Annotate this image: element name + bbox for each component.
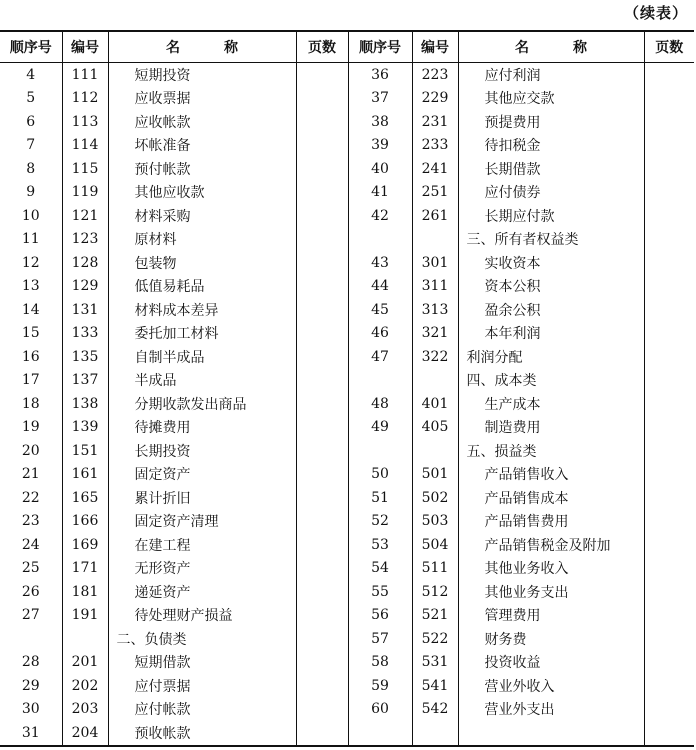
right-seq-cell (348, 228, 412, 252)
left-seq-cell: 26 (0, 580, 62, 604)
right-code-cell: 522 (412, 627, 458, 651)
left-pages-cell (296, 604, 348, 628)
right-seq-cell: 38 (348, 110, 412, 134)
header-code-left: 编号 (62, 31, 108, 63)
left-seq-cell: 23 (0, 510, 62, 534)
right-seq-cell: 42 (348, 204, 412, 228)
right-name-cell: 实收资本 (458, 251, 644, 275)
left-name-cell: 待摊费用 (108, 416, 296, 440)
right-pages-cell (644, 134, 694, 158)
left-name-cell: 待处理财产损益 (108, 604, 296, 628)
table-row (0, 110, 694, 134)
right-seq-cell: 51 (348, 486, 412, 510)
left-pages-cell (296, 439, 348, 463)
right-pages-cell (644, 110, 694, 134)
right-seq-cell: 60 (348, 698, 412, 722)
left-name-cell: 应收帐款 (108, 110, 296, 134)
right-seq-cell: 54 (348, 557, 412, 581)
left-name-cell: 委托加工材料 (108, 322, 296, 346)
right-name-cell: 资本公积 (458, 275, 644, 299)
left-seq-cell: 12 (0, 251, 62, 275)
right-name-cell: 应付债券 (458, 181, 644, 205)
right-seq-cell: 52 (348, 510, 412, 534)
left-code-cell: 138 (62, 392, 108, 416)
right-pages-cell (644, 627, 694, 651)
right-seq-cell: 41 (348, 181, 412, 205)
right-code-cell (412, 369, 458, 393)
table-row (0, 439, 694, 463)
left-seq-cell: 19 (0, 416, 62, 440)
left-pages-cell (296, 463, 348, 487)
left-name-cell: 短期借款 (108, 651, 296, 675)
right-seq-cell (348, 369, 412, 393)
header-code-right: 编号 (412, 31, 458, 63)
right-pages-cell (644, 298, 694, 322)
left-pages-cell (296, 345, 348, 369)
right-pages-cell (644, 369, 694, 393)
left-pages-cell (296, 510, 348, 534)
left-pages-cell (296, 204, 348, 228)
left-pages-cell (296, 721, 348, 746)
right-code-cell: 542 (412, 698, 458, 722)
left-pages-cell (296, 698, 348, 722)
right-pages-cell (644, 439, 694, 463)
left-name-cell: 其他应收款 (108, 181, 296, 205)
table-row (0, 322, 694, 346)
right-name-cell: 营业外收入 (458, 674, 644, 698)
left-code-cell: 166 (62, 510, 108, 534)
left-pages-cell (296, 369, 348, 393)
left-code-cell: 139 (62, 416, 108, 440)
left-code-cell: 202 (62, 674, 108, 698)
left-seq-cell (0, 627, 62, 651)
right-pages-cell (644, 322, 694, 346)
right-pages-cell (644, 416, 694, 440)
right-seq-cell: 50 (348, 463, 412, 487)
header-pages-left: 页数 (296, 31, 348, 63)
right-seq-cell: 58 (348, 651, 412, 675)
left-pages-cell (296, 392, 348, 416)
left-name-cell: 累计折旧 (108, 486, 296, 510)
left-pages-cell (296, 110, 348, 134)
left-code-cell: 111 (62, 63, 108, 87)
table-row (0, 87, 694, 111)
table-row (0, 510, 694, 534)
left-pages-cell (296, 157, 348, 181)
header-name-left-part1: 名 (166, 40, 180, 56)
left-seq-cell: 20 (0, 439, 62, 463)
table-row (0, 533, 694, 557)
right-code-cell: 511 (412, 557, 458, 581)
right-code-cell: 313 (412, 298, 458, 322)
table-row (0, 369, 694, 393)
table-row (0, 298, 694, 322)
table-row (0, 204, 694, 228)
right-code-cell: 311 (412, 275, 458, 299)
table-row (0, 228, 694, 252)
left-pages-cell (296, 416, 348, 440)
left-name-cell: 材料采购 (108, 204, 296, 228)
table-body (0, 63, 694, 746)
left-code-cell: 129 (62, 275, 108, 299)
right-pages-cell (644, 157, 694, 181)
left-pages-cell (296, 275, 348, 299)
right-code-cell (412, 439, 458, 463)
right-name-cell: 五、损益类 (458, 439, 644, 463)
left-name-cell: 无形资产 (108, 557, 296, 581)
left-seq-cell: 16 (0, 345, 62, 369)
left-name-cell: 应付票据 (108, 674, 296, 698)
left-name-cell: 分期收款发出商品 (108, 392, 296, 416)
right-pages-cell (644, 557, 694, 581)
right-code-cell: 501 (412, 463, 458, 487)
left-pages-cell (296, 298, 348, 322)
left-name-cell: 自制半成品 (108, 345, 296, 369)
left-seq-cell: 13 (0, 275, 62, 299)
left-code-cell: 165 (62, 486, 108, 510)
left-code-cell: 119 (62, 181, 108, 205)
left-name-cell: 长期投资 (108, 439, 296, 463)
left-pages-cell (296, 557, 348, 581)
left-name-cell: 在建工程 (108, 533, 296, 557)
right-name-cell: 管理费用 (458, 604, 644, 628)
right-name-cell: 投资收益 (458, 651, 644, 675)
right-seq-cell (348, 721, 412, 746)
left-code-cell: 112 (62, 87, 108, 111)
right-seq-cell: 40 (348, 157, 412, 181)
left-code-cell: 201 (62, 651, 108, 675)
left-seq-cell: 7 (0, 134, 62, 158)
right-seq-cell: 53 (348, 533, 412, 557)
left-pages-cell (296, 533, 348, 557)
right-pages-cell (644, 87, 694, 111)
right-seq-cell: 43 (348, 251, 412, 275)
table-row (0, 63, 694, 87)
right-code-cell (412, 228, 458, 252)
left-code-cell: 113 (62, 110, 108, 134)
right-seq-cell: 59 (348, 674, 412, 698)
right-name-cell: 其他业务收入 (458, 557, 644, 581)
left-code-cell: 133 (62, 322, 108, 346)
left-pages-cell (296, 580, 348, 604)
right-code-cell: 229 (412, 87, 458, 111)
left-seq-cell: 4 (0, 63, 62, 87)
left-code-cell: 128 (62, 251, 108, 275)
right-code-cell: 502 (412, 486, 458, 510)
left-seq-cell: 31 (0, 721, 62, 746)
header-name-right-part2: 称 (573, 40, 587, 56)
right-pages-cell (644, 651, 694, 675)
right-name-cell: 本年利润 (458, 322, 644, 346)
right-code-cell: 521 (412, 604, 458, 628)
left-seq-cell: 10 (0, 204, 62, 228)
right-name-cell: 盈余公积 (458, 298, 644, 322)
table-row (0, 416, 694, 440)
left-name-cell: 原材料 (108, 228, 296, 252)
table-row (0, 134, 694, 158)
left-seq-cell: 9 (0, 181, 62, 205)
right-seq-cell: 36 (348, 63, 412, 87)
right-code-cell: 401 (412, 392, 458, 416)
table-row (0, 604, 694, 628)
left-code-cell: 123 (62, 228, 108, 252)
table-row (0, 251, 694, 275)
left-name-cell: 固定资产清理 (108, 510, 296, 534)
table-row (0, 721, 694, 746)
left-seq-cell: 17 (0, 369, 62, 393)
table-row (0, 345, 694, 369)
right-pages-cell (644, 251, 694, 275)
left-seq-cell: 5 (0, 87, 62, 111)
right-code-cell: 233 (412, 134, 458, 158)
left-name-cell: 半成品 (108, 369, 296, 393)
right-code-cell: 231 (412, 110, 458, 134)
right-code-cell: 531 (412, 651, 458, 675)
right-pages-cell (644, 204, 694, 228)
left-pages-cell (296, 228, 348, 252)
left-code-cell: 115 (62, 157, 108, 181)
left-pages-cell (296, 627, 348, 651)
right-pages-cell (644, 463, 694, 487)
right-code-cell: 322 (412, 345, 458, 369)
right-seq-cell (348, 439, 412, 463)
left-code-cell: 191 (62, 604, 108, 628)
left-name-cell: 材料成本差异 (108, 298, 296, 322)
table-row (0, 181, 694, 205)
header-name-left-part2: 称 (224, 40, 238, 56)
left-pages-cell (296, 87, 348, 111)
left-name-cell: 预付帐款 (108, 157, 296, 181)
right-code-cell: 405 (412, 416, 458, 440)
left-code-cell: 135 (62, 345, 108, 369)
right-pages-cell (644, 228, 694, 252)
right-seq-cell: 47 (348, 345, 412, 369)
right-code-cell: 301 (412, 251, 458, 275)
left-name-cell: 包装物 (108, 251, 296, 275)
right-name-cell: 生产成本 (458, 392, 644, 416)
right-name-cell: 产品销售税金及附加 (458, 533, 644, 557)
header-name-left (108, 31, 296, 63)
table-row (0, 275, 694, 299)
right-name-cell: 利润分配 (458, 345, 644, 369)
header-name-right-part1: 名 (515, 40, 529, 56)
table-row (0, 486, 694, 510)
header-seq-right: 顺序号 (348, 31, 412, 63)
left-name-cell: 递延资产 (108, 580, 296, 604)
right-name-cell: 财务费 (458, 627, 644, 651)
left-seq-cell: 28 (0, 651, 62, 675)
left-code-cell (62, 627, 108, 651)
right-name-cell: 四、成本类 (458, 369, 644, 393)
right-name-cell: 其他业务支出 (458, 580, 644, 604)
left-name-cell: 应付帐款 (108, 698, 296, 722)
table-row (0, 463, 694, 487)
right-pages-cell (644, 181, 694, 205)
right-pages-cell (644, 275, 694, 299)
right-name-cell: 长期借款 (458, 157, 644, 181)
table-row (0, 698, 694, 722)
right-code-cell: 261 (412, 204, 458, 228)
header-row (0, 31, 694, 63)
table-row (0, 157, 694, 181)
left-name-cell: 二、负债类 (108, 627, 296, 651)
right-code-cell: 504 (412, 533, 458, 557)
right-seq-cell: 44 (348, 275, 412, 299)
right-seq-cell: 37 (348, 87, 412, 111)
left-pages-cell (296, 251, 348, 275)
left-code-cell: 181 (62, 580, 108, 604)
right-seq-cell: 48 (348, 392, 412, 416)
table-row (0, 557, 694, 581)
left-name-cell: 应收票据 (108, 87, 296, 111)
right-pages-cell (644, 580, 694, 604)
right-pages-cell (644, 533, 694, 557)
right-pages-cell (644, 63, 694, 87)
right-seq-cell: 57 (348, 627, 412, 651)
left-name-cell: 低值易耗品 (108, 275, 296, 299)
right-name-cell: 产品销售成本 (458, 486, 644, 510)
left-seq-cell: 8 (0, 157, 62, 181)
left-name-cell: 坏帐准备 (108, 134, 296, 158)
left-seq-cell: 6 (0, 110, 62, 134)
right-pages-cell (644, 721, 694, 746)
left-code-cell: 137 (62, 369, 108, 393)
header-name-right (458, 31, 644, 63)
left-seq-cell: 21 (0, 463, 62, 487)
right-pages-cell (644, 486, 694, 510)
left-seq-cell: 25 (0, 557, 62, 581)
table-row (0, 627, 694, 651)
right-seq-cell: 56 (348, 604, 412, 628)
left-pages-cell (296, 134, 348, 158)
right-seq-cell: 46 (348, 322, 412, 346)
left-pages-cell (296, 486, 348, 510)
right-pages-cell (644, 674, 694, 698)
right-name-cell (458, 721, 644, 746)
left-pages-cell (296, 322, 348, 346)
left-seq-cell: 27 (0, 604, 62, 628)
right-code-cell: 541 (412, 674, 458, 698)
right-pages-cell (644, 345, 694, 369)
left-code-cell: 121 (62, 204, 108, 228)
right-pages-cell (644, 510, 694, 534)
table-row (0, 580, 694, 604)
right-name-cell: 产品销售费用 (458, 510, 644, 534)
left-code-cell: 203 (62, 698, 108, 722)
table-row (0, 674, 694, 698)
left-pages-cell (296, 651, 348, 675)
left-name-cell: 固定资产 (108, 463, 296, 487)
left-seq-cell: 22 (0, 486, 62, 510)
right-code-cell: 241 (412, 157, 458, 181)
right-name-cell: 应付利润 (458, 63, 644, 87)
right-seq-cell: 55 (348, 580, 412, 604)
left-seq-cell: 30 (0, 698, 62, 722)
left-name-cell: 预收帐款 (108, 721, 296, 746)
left-code-cell: 114 (62, 134, 108, 158)
left-code-cell: 204 (62, 721, 108, 746)
right-name-cell: 预提费用 (458, 110, 644, 134)
continued-table-caption: （续表） (623, 4, 688, 22)
right-code-cell: 321 (412, 322, 458, 346)
right-name-cell: 待扣税金 (458, 134, 644, 158)
left-seq-cell: 15 (0, 322, 62, 346)
left-seq-cell: 29 (0, 674, 62, 698)
table-row (0, 392, 694, 416)
right-seq-cell: 49 (348, 416, 412, 440)
left-seq-cell: 18 (0, 392, 62, 416)
header-pages-right: 页数 (644, 31, 694, 63)
right-code-cell (412, 721, 458, 746)
left-name-cell: 短期投资 (108, 63, 296, 87)
header-seq-left: 顺序号 (0, 31, 62, 63)
left-seq-cell: 11 (0, 228, 62, 252)
right-code-cell: 223 (412, 63, 458, 87)
left-code-cell: 131 (62, 298, 108, 322)
accounts-table (0, 30, 694, 747)
right-pages-cell (644, 698, 694, 722)
right-seq-cell: 45 (348, 298, 412, 322)
right-code-cell: 512 (412, 580, 458, 604)
right-pages-cell (644, 604, 694, 628)
left-code-cell: 171 (62, 557, 108, 581)
right-code-cell: 503 (412, 510, 458, 534)
right-name-cell: 长期应付款 (458, 204, 644, 228)
left-seq-cell: 14 (0, 298, 62, 322)
right-name-cell: 制造费用 (458, 416, 644, 440)
left-code-cell: 169 (62, 533, 108, 557)
right-code-cell: 251 (412, 181, 458, 205)
left-code-cell: 161 (62, 463, 108, 487)
left-pages-cell (296, 181, 348, 205)
right-name-cell: 营业外支出 (458, 698, 644, 722)
right-seq-cell: 39 (348, 134, 412, 158)
left-pages-cell (296, 674, 348, 698)
left-pages-cell (296, 63, 348, 87)
left-code-cell: 151 (62, 439, 108, 463)
right-name-cell: 产品销售收入 (458, 463, 644, 487)
right-pages-cell (644, 392, 694, 416)
left-seq-cell: 24 (0, 533, 62, 557)
table-row (0, 651, 694, 675)
right-name-cell: 其他应交款 (458, 87, 644, 111)
right-name-cell: 三、所有者权益类 (458, 228, 644, 252)
